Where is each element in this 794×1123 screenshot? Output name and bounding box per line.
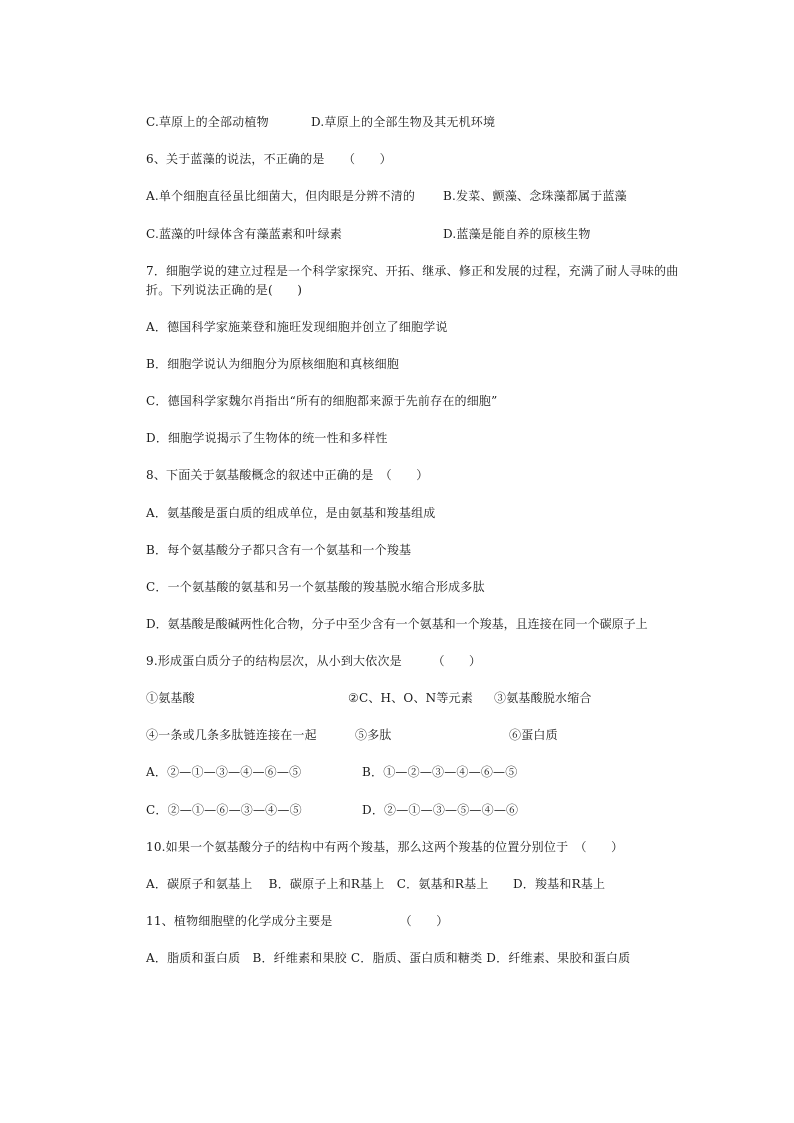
q7-option-a: A．德国科学家施莱登和施旺发现细胞并创立了细胞学说 xyxy=(146,320,448,334)
q9-option-a: A．②—①—③—④—⑥—⑤ xyxy=(146,765,302,779)
q9-option-d: D．②—①—③—⑤—④—⑥ xyxy=(362,803,519,817)
q9-item-2: ②C、H、O、N等元素 xyxy=(348,691,473,705)
q10-stem: 10.如果一个氨基酸分子的结构中有两个羧基，那么这两个羧基的位置分别位于 （ ） xyxy=(146,840,624,854)
q11-options: A．脂质和蛋白质 B．纤维素和果胶 C．脂质、蛋白质和糖类 D．纤维素、果胶和蛋白质 xyxy=(146,951,631,965)
q7-stem: 7．细胞学说的建立过程是一个科学家探究、开拓、继承、修正和发展的过程，充满了耐人寻味的曲折。下列说法正确的是( ) xyxy=(146,264,679,297)
q9-item-4: ④一条或几条多肽链连接在一起 xyxy=(146,728,317,742)
q7-option-c: C．德国科学家魏尔肖指出“所有的细胞都来源于先前存在的细胞” xyxy=(146,394,498,408)
q8-option-b: B．每个氨基酸分子都只含有一个氨基和一个羧基 xyxy=(146,543,412,557)
q6-option-b: B.发菜、颤藻、念珠藻都属于蓝藻 xyxy=(443,189,627,203)
q6-option-c: C.蓝藻的叶绿体含有藻蓝素和叶绿素 xyxy=(146,227,342,241)
q9-item-3: ③氨基酸脱水缩合 xyxy=(494,691,592,705)
q8-stem: 8、下面关于氨基酸概念的叙述中正确的是 （ ） xyxy=(146,468,429,482)
q9-option-c: C．②—①—⑥—③—④—⑤ xyxy=(146,803,302,817)
q9-item-1: ①氨基酸 xyxy=(146,691,195,705)
q8-option-c: C．一个氨基酸的氨基和另一个氨基酸的羧基脱水缩合形成多肽 xyxy=(146,580,485,594)
q11-stem: 11、植物细胞壁的化学成分主要是 （ ） xyxy=(146,914,449,928)
q6-option-a: A.单个细胞直径虽比细菌大，但肉眼是分辨不清的 xyxy=(146,189,416,203)
q7-option-d: D．细胞学说揭示了生物体的统一性和多样性 xyxy=(146,431,388,445)
q6-option-d: D.蓝藻是能自养的原核生物 xyxy=(443,227,591,241)
q9-item-6: ⑥蛋白质 xyxy=(509,728,558,742)
q5-option-d: D.草原上的全部生物及其无机环境 xyxy=(311,115,496,129)
q8-option-d: D．氨基酸是酸碱两性化合物，分子中至少含有一个氨基和一个羧基，且连接在同一个碳原子上 xyxy=(146,617,648,631)
q9-stem: 9.形成蛋白质分子的结构层次，从小到大依次是 （ ） xyxy=(146,654,482,668)
q9-item-5: ⑤多肽 xyxy=(355,728,392,742)
q6-stem: 6、关于蓝藻的说法，不正确的是 （ ） xyxy=(146,152,392,166)
q5-option-c: C.草原上的全部动植物 xyxy=(146,115,269,129)
q10-options: A．碳原子和氨基上 B．碳原子上和R基上 C．氨基和R基上 D．羧基和R基上 xyxy=(146,877,606,891)
q9-option-b: B．①—②—③—④—⑥—⑤ xyxy=(362,765,518,779)
q7-option-b: B．细胞学说认为细胞分为原核细胞和真核细胞 xyxy=(146,357,400,371)
q8-option-a: A．氨基酸是蛋白质的组成单位，是由氨基和羧基组成 xyxy=(146,506,436,520)
